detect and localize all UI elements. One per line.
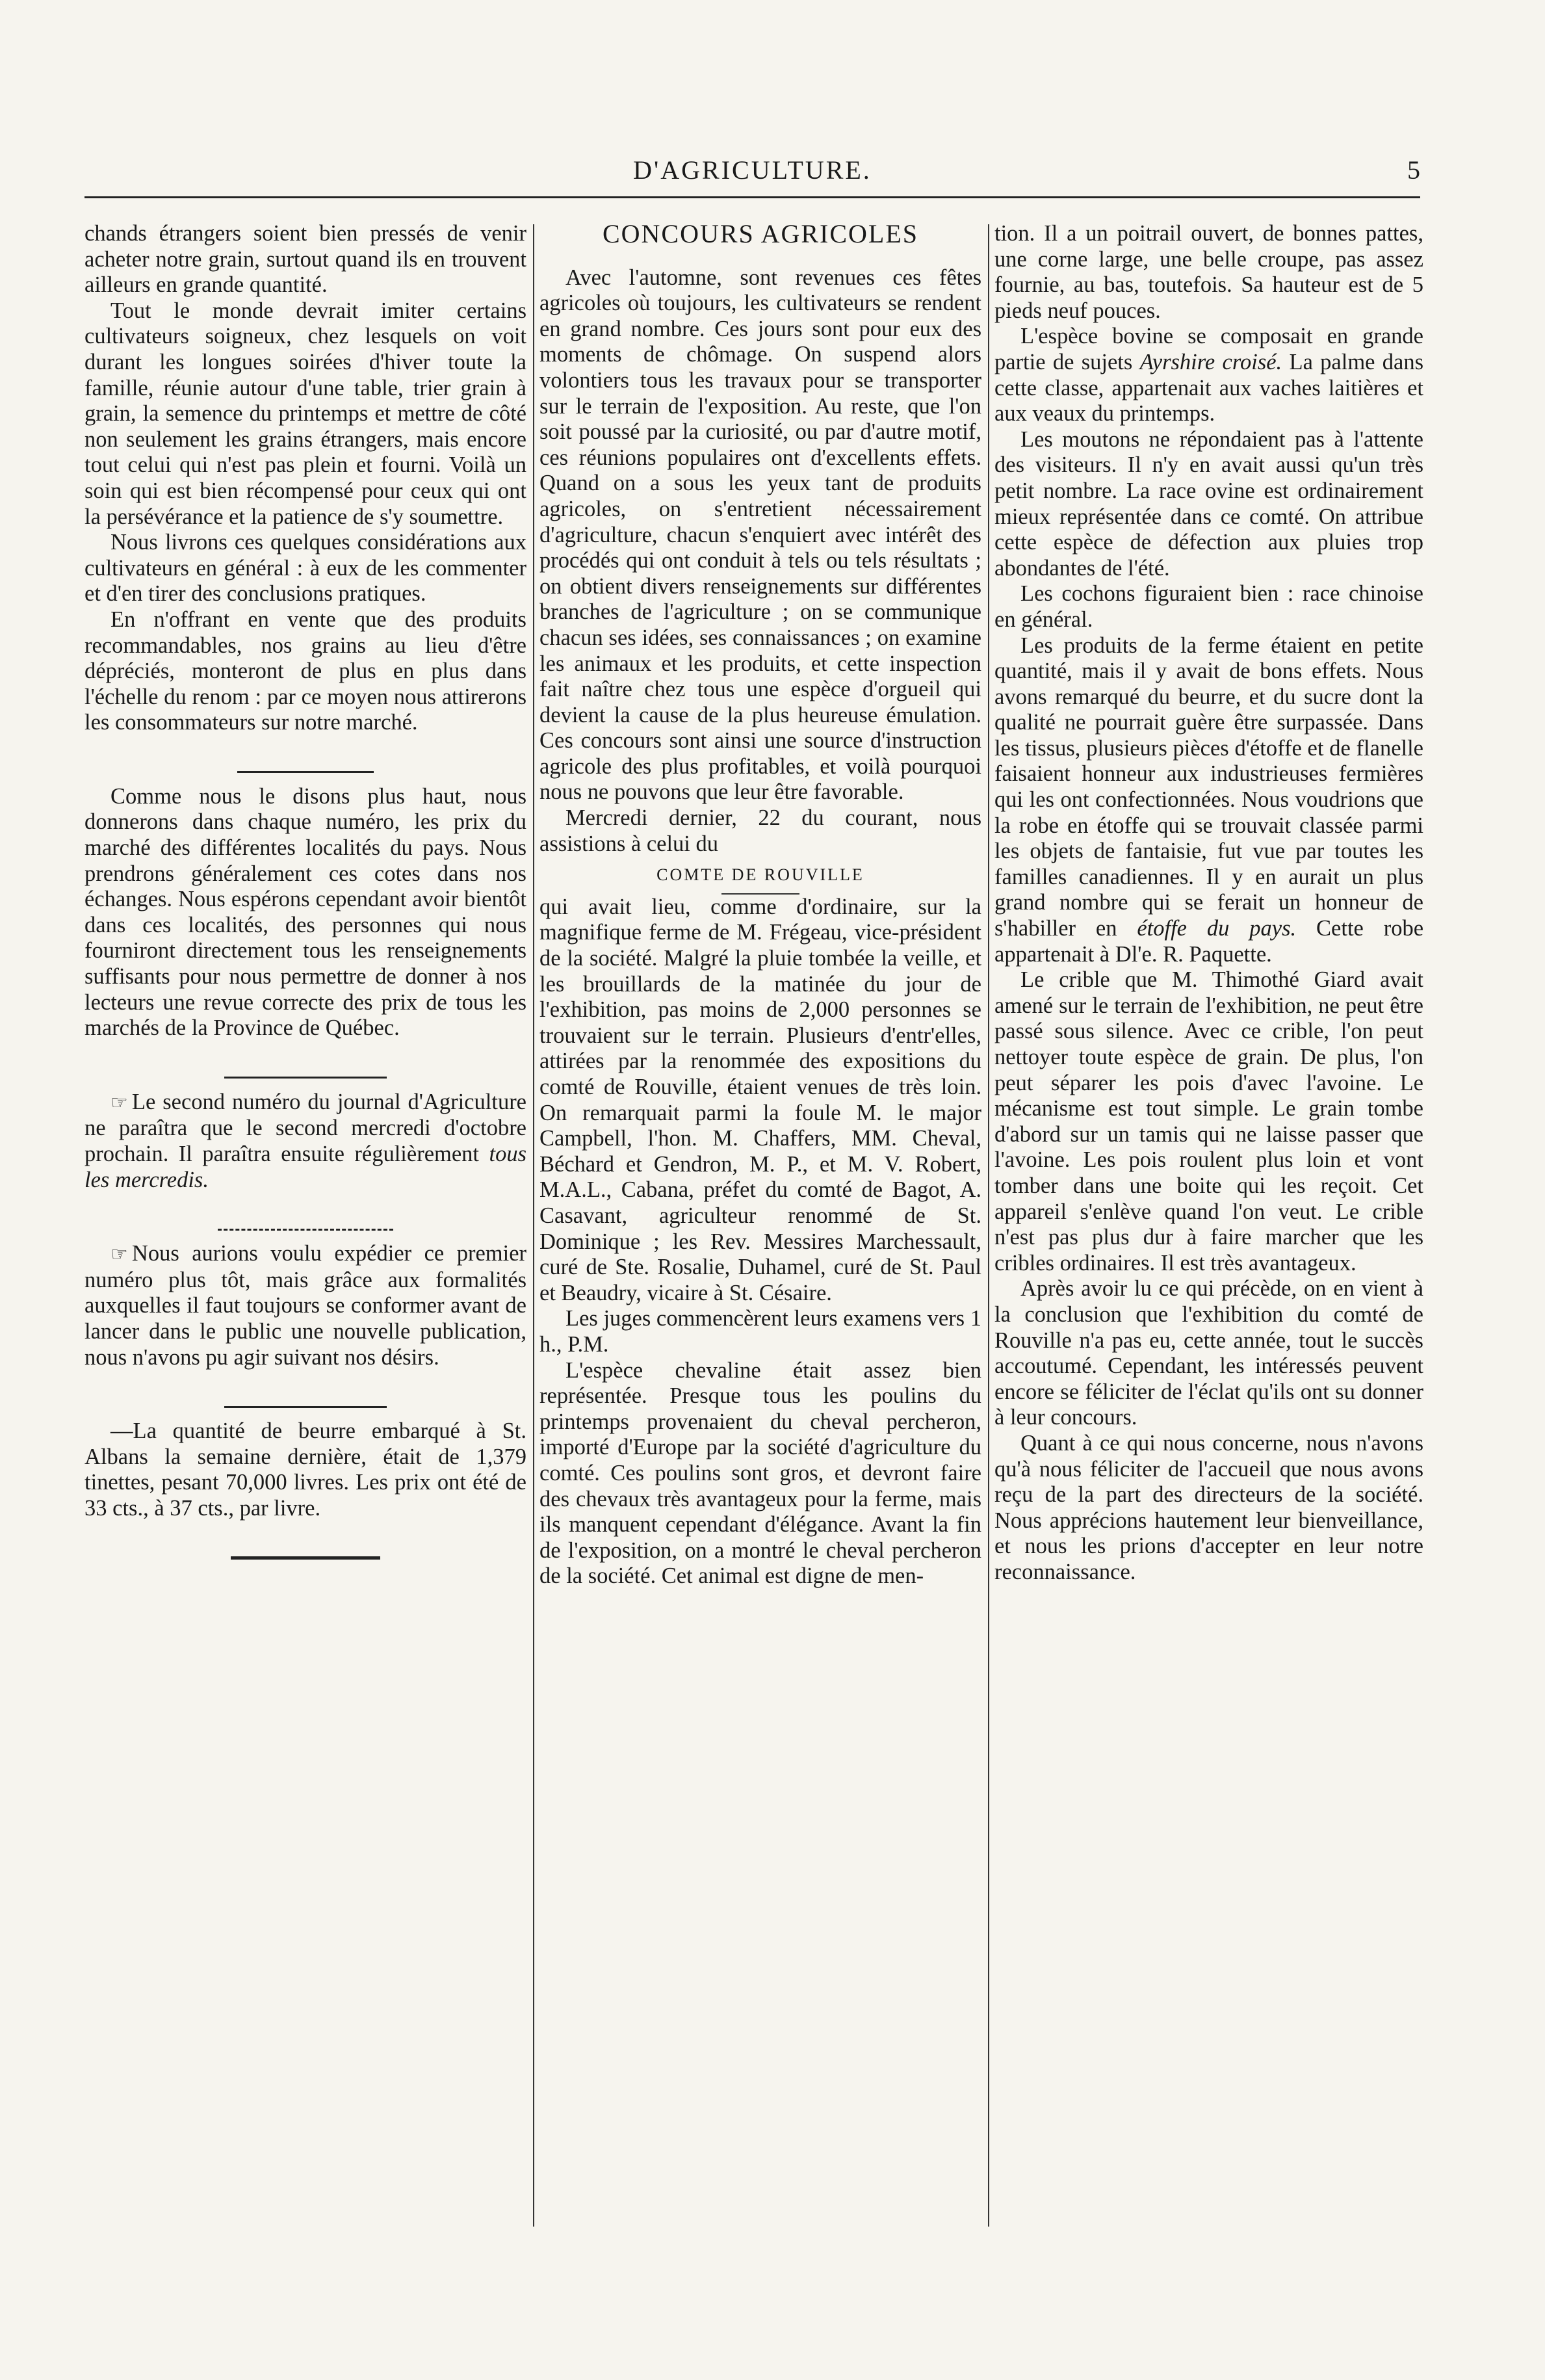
subsection-title: COMTE DE ROUVILLE (656, 865, 864, 885)
paragraph-text: L'espèce bovine se composait en grande partie de sujets (994, 324, 1423, 374)
notice-text: Nous aurions voulu expédier ce premier numéro plus tôt, mais grâce aux formalités auxquelles il faut toujours se conformer avant de lancer dans le public une nouvelle publication, nous n'avons pu agir suivant nos désirs. (84, 1241, 526, 1370)
paragraph: Mercredi dernier, 22 du courant, nous assistions à celui du (539, 805, 981, 856)
paragraph: L'espèce chevaline était assez bien représentée. Presque tous les poulins du printemps provenaient du cheval percheron, importé d'Europe par la société d'agriculture du comté. Ces poulins sont gros, et devront faire des chevaux très avantageux pour la ferme, mais ils manquent cependant d'élégance. Avant la fin de l'exposition, on a montré le cheval percheron de la société. Cet animal est digne de men- (539, 1357, 981, 1589)
paragraph (994, 633, 1423, 968)
paragraph: —La quantité de beurre embarqué à St. Albans la semaine dernière, était de 1,379 tinettes, pesant 70,000 livres. Les prix ont été de 33 cts., à 37 cts., par livre. (84, 1419, 526, 1521)
page-number: 5 (1407, 155, 1420, 185)
paragraph-italic: étoffe du pays. (1137, 916, 1297, 941)
ornament-rule (84, 1544, 526, 1548)
column-1 (84, 221, 526, 1570)
notice-italic: tous les mercredis. (84, 1142, 527, 1192)
paragraph (84, 1241, 526, 1370)
ornament-rule (84, 1064, 526, 1067)
paragraph: En n'offrant en vente que des produits recommandables, nos grains au lieu d'être dépréciés, monteront de plus en plus dans l'échelle du renom : par ce moyen nous attirerons les consommateurs sur notre marché. (84, 607, 526, 735)
column-divider-1 (533, 224, 534, 2227)
paragraph: qui avait lieu, comme d'ordinaire, sur la magnifique ferme de M. Frégeau, vice-président de la société. Malgré la pluie tombée la veille, et les brouillards de la matinée du jour de l'exhibition, pas moins de 2,000 personnes se trouvaient sur le terrain. Plusieurs d'entr'elles, attirées par la renommée des expositions du comté de Rouville, étaient venues de très loin. On remarquait parmi la foule M. le major Campbell, l'hon. M. Chaffers, MM. Cheval, Béchard et Gendron, M. P., et M. V. Robert, M.A.L., Cabana, préfet du comté de Bagot, A. Casavant, agriculteur renommé de St. Dominique ; les Rev. Messires Marchessault, curé de Ste. Rosalie, Duhamel, curé de St. Paul et Beaudry, vicaire à St. Césaire. (539, 894, 981, 1305)
paragraph: Les moutons ne répondaient pas à l'attente des visiteurs. Il n'y en avait aussi qu'un très petit nombre. La race ovine est ordinairement mieux représentée dans ce comté. On attribue cette espèce de défection aux pluies trop abondantes de l'été. (994, 426, 1423, 581)
header-rule (84, 196, 1420, 198)
paragraph: Nous livrons ces quelques considérations aux cultivateurs en général : à eux de les commenter et d'en tirer des conclusions pratiques. (84, 530, 526, 607)
pointing-hand-icon: ☞ (110, 1092, 128, 1114)
ornament-rule (84, 758, 526, 762)
column-divider-2 (988, 224, 989, 2227)
notice-text: Le second numéro du journal d'Agriculture ne paraîtra que le second mercredi d'octobre prochain. Il paraîtra ensuite régulièrement (84, 1089, 526, 1166)
paragraph: chands étrangers soient bien pressés de venir acheter notre grain, surtout quand ils en trouvent ailleurs en grande quantité. (84, 221, 526, 298)
paragraph: tion. Il a un poitrail ouvert, de bonnes pattes, une corne large, une belle croupe, pas assez fournie, au bas, toutefois. Sa hauteur est de 5 pieds neuf pouces. (994, 221, 1423, 323)
section-title: CONCOURS AGRICOLES (602, 219, 919, 248)
paragraph: Quant à ce qui nous concerne, nous n'avons qu'à nous féliciter de l'accueil que nous avons reçu de la part des directeurs de la société. Nous apprécions hautement leur bienveillance, et nous les prions d'accepter en leur notre reconnaissance. (994, 1430, 1423, 1584)
ornament-rule (84, 1393, 526, 1396)
column-3 (994, 221, 1423, 1585)
ornament-rule (84, 1215, 526, 1219)
paragraph-text: Cette robe appartenait à Dl'e. R. Paquette. (994, 916, 1424, 967)
paragraph: Le crible que M. Thimothé Giard avait amené sur le terrain de l'exhibition, ne peut être passé sous silence. Avec ce crible, l'on peut nettoyer toute espèce de grain. De plus, l'on peut séparer les pois d'avec l'avoine. Le mécanisme est tout simple. Le grain tombe d'abord sur un tamis qui ne laisse passer que l'avoine. Les pois roulent plus loin et vont tomber dans une boite qui les reçoit. Cet appareil s'enlève quand l'on veut. Le crible n'est pas plus dur à faire marcher que les cribles ordinaires. Il est très avantageux. (994, 967, 1423, 1275)
paragraph-italic: Ayrshire croisé. (1139, 349, 1282, 374)
running-title: D'AGRICULTURE. (633, 155, 872, 185)
pointing-hand-icon: ☞ (110, 1244, 128, 1266)
paragraph: Les juges commencèrent leurs examens vers 1 h., P.M. (539, 1306, 981, 1357)
paragraph: Tout le monde devrait imiter certains cultivateurs soigneux, chez lesquels on voit durant les longues soirées d'hiver toute la famille, réunie autour d'une table, trier grain à grain, la semence du printemps et mettre de côté non seulement les grains étrangers, mais encore tout celui qui n'est pas plein et fourni. Voilà un soin qui est bien récompensé pour ceux qui ont la persévérance et la patience de s'y soumettre. (84, 298, 526, 529)
page-header (84, 155, 1420, 194)
paragraph: Comme nous le disons plus haut, nous donnerons dans chaque numéro, les prix du marché des différentes localités du pays. Nous prendrons généralement ces cotes dans nos échanges. Nous espérons cependant avoir bientôt dans ces localités, des personnes qui nous fourniront directement tous les renseignements suffisants pour nous permettre de donner à nos lecteurs une revue correcte des prix de tous les marchés de la Province de Québec. (84, 783, 526, 1041)
paragraph: Avec l'automne, sont revenues ces fêtes agricoles où toujours, les cultivateurs se rendent en grand nombre. Ces jours sont pour eux des moments de chômage. On suspend alors volontiers tous les travaux pour se transporter sur le terrain de l'exposition. Au reste, que l'on soit poussé par la curiosité, ou par d'autre motif, ces réunions populaires ont d'excellents effets. Quand on a sous les yeux tant de produits agricoles, on s'entretient nécessairement d'agriculture, chacun s'enquiert avec intérêt des procédés qui ont conduit à tels ou tels résultats ; on obtient divers renseignements sur différentes branches de l'agriculture ; on se communique chacun ses idées, ses connaissances ; on examine les animaux et les produits, et cette inspection fait naître chez tous une espèce d'orgueil qui devient la cause de la plus heureuse émulation. Ces concours sont ainsi une source d'instruction agricole des plus profitables, et voilà pourquoi nous ne pouvons que leur être favorable. (539, 265, 981, 805)
paragraph (994, 324, 1423, 426)
column-2 (539, 221, 981, 1589)
paragraph: Les cochons figuraient bien : race chinoise en général. (994, 581, 1423, 632)
paragraph-text: La palme dans cette classe, appartenait aux vaches laitières et aux veaux du printemps. (994, 349, 1424, 426)
paragraph: Après avoir lu ce qui précède, on en vient à la conclusion que l'exhibition du comté de Rouville n'a pas eu, cette année, tout le succès accoutumé. Cependant, les intéressés peuvent encore se féliciter de l'éclat qu'ils ont su donner à leur concours. (994, 1276, 1423, 1430)
paragraph (84, 1090, 526, 1193)
paragraph-text: Les produits de la ferme étaient en petite quantité, mais il y avait de bons effets. Nous avons remarqué du beurre, et du sucre dont la qualité ne pourrait guère être surpassée. Dans les tissus, plusieurs pièces d'étoffe et de flanelle faisaient honneur aux industrieuses fermières qui les ont confectionnées. Nous voudrions que la robe en étoffe qui se trouvait classée parmi les objets de fantaisie, fut vue par toutes les familles canadiennes. Il y en aurait un plus grand nombre qui se ferait un honneur de s'habiller en (994, 633, 1423, 941)
